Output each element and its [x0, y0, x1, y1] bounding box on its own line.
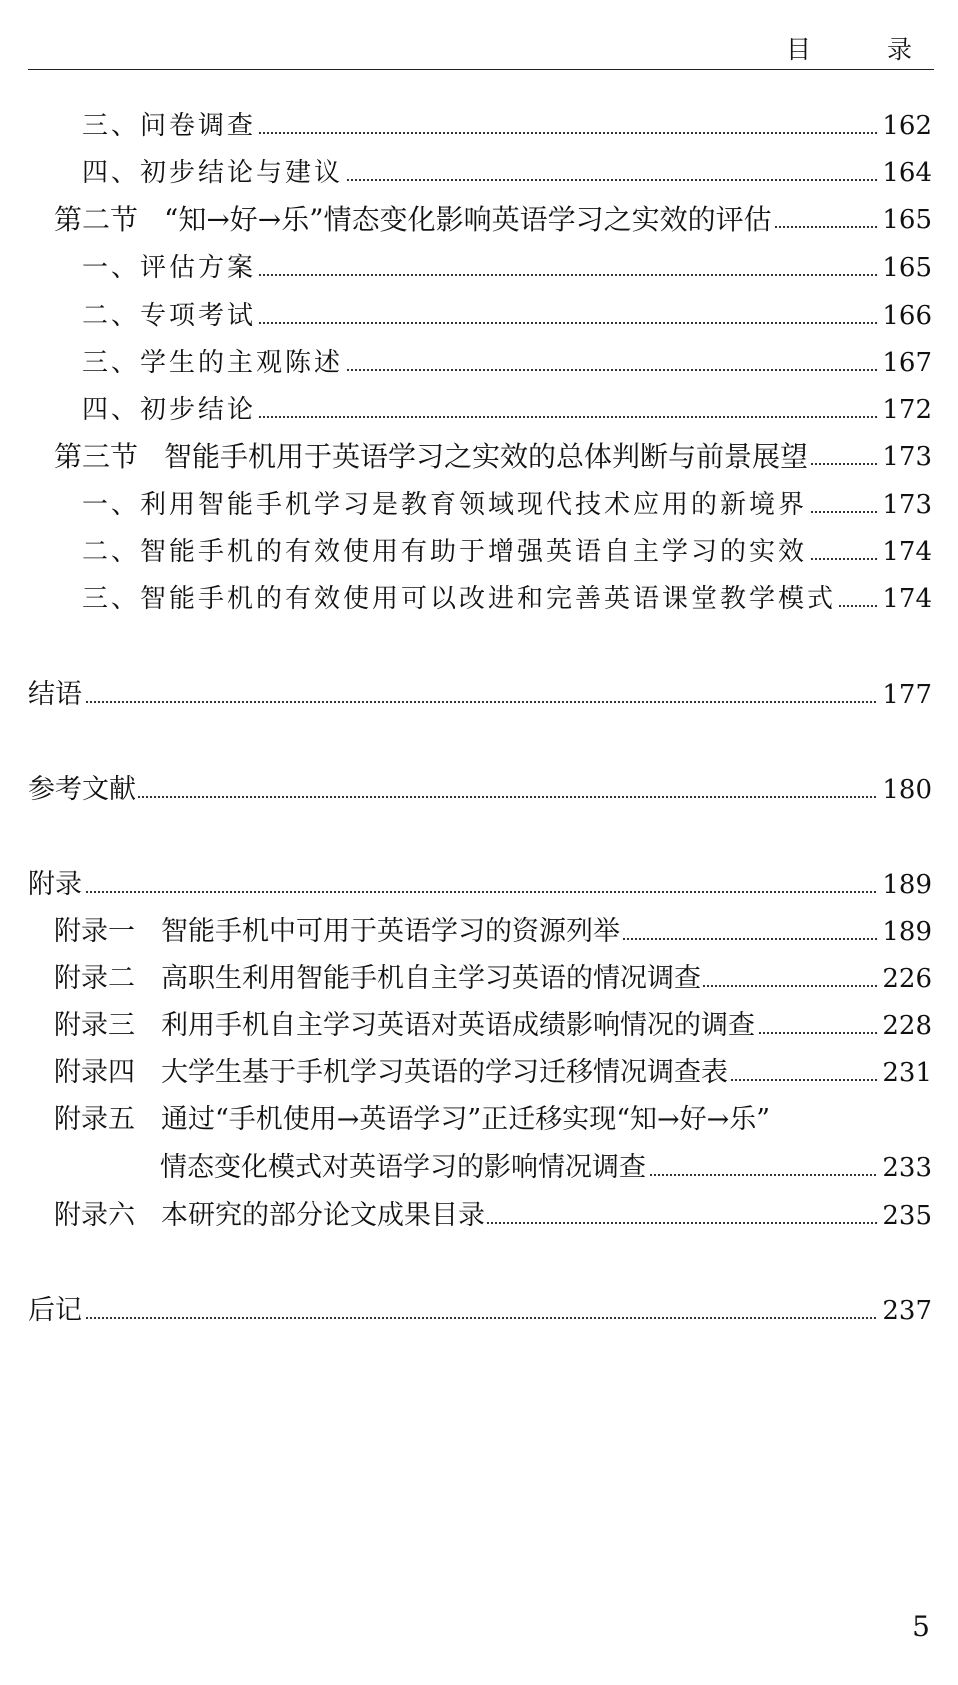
toc-entry-page-number: 166: [878, 296, 932, 336]
toc-entry: [0, 579, 958, 619]
toc-entry-page-number: 226: [878, 959, 932, 999]
toc-entry-title: 三、问卷调查: [82, 111, 257, 141]
toc-entry: [0, 1100, 958, 1140]
toc-entry-page-number: 189: [878, 912, 932, 952]
toc-entry-title: 二、智能手机的有效使用有助于增强英语自主学习的实效: [82, 537, 808, 567]
toc-entry: [0, 1291, 958, 1331]
toc-entry: [0, 343, 958, 383]
toc-entry-label: [160, 1148, 648, 1188]
toc-entry-title: 本研究的部分论文成果目录: [161, 1200, 485, 1231]
toc-entry: [0, 532, 958, 572]
toc-entry-page-number: 164: [878, 153, 932, 193]
toc-entry-prefix: 附录五: [54, 1104, 135, 1135]
toc-entry-prefix: 第二节: [54, 203, 139, 236]
toc-entry-label: [54, 1100, 772, 1140]
toc-entry: [0, 1006, 958, 1046]
toc-entry-prefix: 附录二: [54, 963, 135, 994]
dot-leader: [38, 891, 892, 893]
toc-entry-label: [82, 343, 345, 383]
header-rule: [28, 69, 934, 70]
toc-entry-page-number: 237: [878, 1291, 932, 1331]
toc-entry-title: 通过“手机使用→英语学习”正迁移实现“知→好→乐”: [161, 1104, 771, 1135]
toc-entry-title: 一、评估方案: [82, 253, 257, 283]
toc-entry: [0, 153, 958, 193]
toc-entry-label: [54, 437, 810, 477]
toc-entry-title: 四、初步结论: [82, 395, 257, 425]
toc-entry-page-number: 235: [878, 1196, 932, 1236]
toc-entry-title: 利用手机自主学习英语对英语成绩影响情况的调查: [161, 1010, 755, 1041]
toc-entry-label: [82, 579, 838, 619]
toc-entry-title: 智能手机中可用于英语学习的资源列举: [161, 916, 620, 947]
toc-entry-label: [82, 296, 258, 336]
toc-entry-label: [54, 1196, 487, 1236]
toc-entry: [0, 106, 958, 146]
toc-entry-label: [82, 390, 258, 430]
toc-entry-label: [54, 200, 774, 240]
toc-entry: [0, 296, 958, 336]
toc-entry: [0, 959, 958, 999]
toc-entry-label: [54, 1053, 730, 1093]
toc-entry-label: [28, 770, 138, 810]
toc-entry: [0, 390, 958, 430]
toc-entry-prefix: 附录六: [54, 1200, 135, 1231]
toc-entry-title: 智能手机用于英语学习之实效的总体判断与前景展望: [164, 440, 809, 473]
toc-entry-title: 四、初步结论与建议: [82, 158, 344, 188]
toc-entry: [0, 1196, 958, 1236]
toc-entry-label: [54, 959, 703, 999]
toc-entry-page-number: 173: [878, 485, 932, 525]
toc-entry: [0, 912, 958, 952]
toc-entry-title: 三、学生的主观陈述: [82, 348, 344, 378]
toc-entry-title: 情态变化模式对英语学习的影响情况调查: [160, 1152, 646, 1183]
toc-entry: [0, 1148, 958, 1188]
toc-entry: [0, 865, 958, 905]
toc-entry-title: 高职生利用智能手机自主学习英语的情况调查: [161, 963, 701, 994]
toc-entry-label: [54, 1006, 757, 1046]
toc-entry-page-number: 231: [878, 1053, 932, 1093]
dot-leader: [38, 796, 892, 798]
toc-entry: [0, 200, 958, 240]
toc-entry: [0, 248, 958, 288]
toc-entry-page-number: 233: [878, 1148, 932, 1188]
toc-entry-page-number: 172: [878, 390, 932, 430]
toc-entry-title: 后记: [28, 1295, 82, 1326]
dot-leader: [38, 1317, 892, 1319]
toc-entry-title: 一、利用智能手机学习是教育领域现代技术应用的新境界: [82, 490, 808, 520]
toc-entry-label: [82, 248, 258, 288]
toc-entry: [0, 675, 958, 715]
toc-entry-prefix: 第三节: [54, 440, 139, 473]
toc-entry-label: [82, 532, 809, 572]
toc-entry-label: [82, 106, 258, 146]
toc-entry-page-number: 228: [878, 1006, 932, 1046]
toc-entry-page-number: 165: [878, 200, 932, 240]
toc-entry-page-number: 180: [878, 770, 932, 810]
page-number: 5: [912, 1610, 930, 1643]
toc-entry-label: [28, 1291, 84, 1331]
toc-entry-label: [28, 865, 84, 905]
dot-leader: [38, 701, 892, 703]
toc-entry-title: 三、智能手机的有效使用可以改进和完善英语课堂教学模式: [82, 584, 837, 614]
toc-entry-page-number: 167: [878, 343, 932, 383]
toc-entry-page-number: 162: [878, 106, 932, 146]
toc-entry: [0, 770, 958, 810]
toc-entry-label: [82, 485, 809, 525]
toc-entry-title: 结语: [28, 679, 82, 710]
toc-entry-title: “知→好→乐”情态变化影响英语学习之实效的评估: [164, 203, 772, 236]
toc-entry-prefix: 附录四: [54, 1057, 135, 1088]
toc-entry-title: 参考文献: [28, 774, 136, 805]
toc-entry: [0, 485, 958, 525]
toc-entry-title: 二、专项考试: [82, 301, 257, 331]
toc-entry-label: [28, 675, 84, 715]
toc-entry-prefix: 附录一: [54, 916, 135, 947]
toc-entry: [0, 1053, 958, 1093]
toc-entry-page-number: 174: [878, 579, 932, 619]
toc-entry-page-number: 173: [878, 437, 932, 477]
toc-entry-prefix: 附录三: [54, 1010, 135, 1041]
toc-entry-label: [54, 912, 622, 952]
toc-entry-page-number: 165: [878, 248, 932, 288]
toc-entry-page-number: 174: [878, 532, 932, 572]
toc-entry-title: 大学生基于手机学习英语的学习迁移情况调查表: [161, 1057, 728, 1088]
running-header-title: 目 录: [786, 35, 946, 64]
toc-entry: [0, 437, 958, 477]
toc-entry-title: 附录: [28, 869, 82, 900]
toc-entry-label: [82, 153, 345, 193]
toc-entry-page-number: 177: [878, 675, 932, 715]
toc-entry-page-number: 189: [878, 865, 932, 905]
